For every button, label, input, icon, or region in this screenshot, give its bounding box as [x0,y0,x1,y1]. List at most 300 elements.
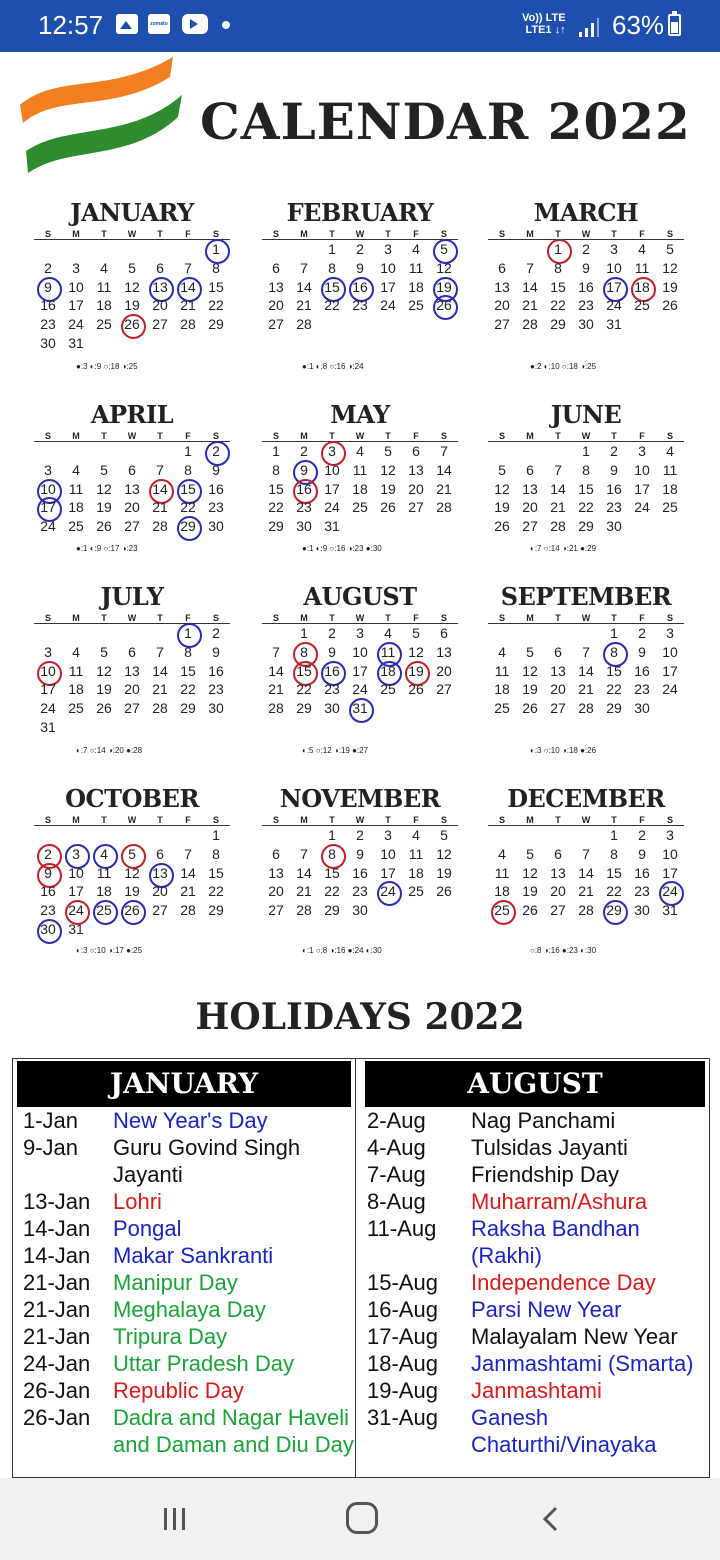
weekday-label: F [185,815,191,825]
empty-cell [516,240,544,259]
battery-percentage: 63% [612,10,665,40]
day-cell: 12 [96,480,112,497]
day-cell: 15 [606,662,622,679]
holiday-column-header: JANUARY [17,1061,351,1107]
day-cell: 15 [550,278,566,295]
day-cell: 12 [124,864,140,881]
day-cell: 17 [634,480,650,497]
holiday-name: Dadra and Nagar Haveli and Daman and Diu Day [113,1405,354,1457]
month-name: FEBRUARY [286,198,434,227]
day-cell: 20 [550,883,566,900]
day-cell: 21 [522,297,538,314]
day-cell: 18 [662,480,678,497]
recent-apps-icon[interactable] [160,1504,190,1534]
holiday-date: 1-Jan [23,1108,79,1133]
holiday-day: 3 [62,845,90,864]
holiday-name: Parsi New Year [471,1297,622,1322]
day-cell: 22 [606,883,622,900]
day-cell: 19 [494,499,510,516]
day-cell: 15 [180,662,196,679]
day-cell: 23 [296,499,312,516]
empty-cell [262,826,290,845]
empty-cell [290,240,318,259]
day-cell: 7 [300,259,308,276]
day-cell: 30 [208,518,224,535]
day-cell: 20 [124,499,140,516]
moon-phases: ◐:3 ○:10 ◑:17 ●:25 [76,946,143,955]
day-cell: 21 [152,499,168,516]
holiday-day: 1 [544,240,572,259]
empty-cell [488,826,516,845]
weekday-label: F [639,815,645,825]
day-cell: 3 [666,827,674,843]
day-cell: 28 [578,902,594,919]
holiday-row [361,1296,709,1323]
day-cell: 19 [522,681,538,698]
day-cell: 25 [408,297,424,314]
weekday-label: S [440,613,447,623]
weekday-header [488,814,684,826]
day-cell: 13 [550,864,566,881]
empty-cell [290,826,318,845]
day-cell: 26 [522,902,538,919]
day-cell: 25 [352,499,368,516]
day-cell: 6 [128,461,136,478]
day-cell: 7 [300,845,308,862]
moon-phases: ●:1 ◐:8 ○:16 ◑:24 [302,362,364,371]
day-cell: 4 [356,443,364,459]
weekday-label: T [101,229,107,239]
day-cell: 18 [68,499,84,516]
day-cell: 11 [662,461,678,478]
day-cell: 5 [498,461,506,478]
holiday-date: 19-Aug [367,1378,438,1403]
day-cell: 9 [582,259,590,276]
day-cell: 11 [494,662,510,679]
weekday-label: W [355,815,365,825]
day-cell: 8 [328,259,336,276]
day-cell: 20 [268,883,284,900]
weekday-label: F [413,613,419,623]
day-cell: 2 [638,625,646,641]
weekday-label: F [185,431,191,441]
weekday-label: T [385,815,391,825]
day-cell: 24 [40,700,56,717]
empty-cell [544,624,572,643]
day-cell: 24 [380,297,396,314]
weekday-label: T [611,431,617,441]
day-cell: 27 [436,681,452,698]
day-cell: 23 [40,902,56,919]
day-grid [488,240,684,334]
weekday-label: T [385,431,391,441]
day-cell: 10 [634,461,650,478]
holiday-date: 17-Aug [367,1324,438,1349]
holiday-day: 9 [290,461,318,480]
day-cell: 24 [634,499,650,516]
day-cell: 4 [72,461,80,478]
holiday-row [361,1350,709,1377]
day-cell: 12 [380,461,396,478]
month-june [488,400,684,536]
day-cell: 10 [380,845,396,862]
day-cell: 24 [606,297,622,314]
holiday-date: 14-Jan [23,1216,91,1241]
weekday-label: W [127,815,137,825]
month-february [262,198,458,334]
day-cell: 26 [522,700,538,717]
holiday-day: 14 [146,480,174,499]
weekday-label: S [666,229,673,239]
day-cell: 23 [578,297,594,314]
day-cell: 16 [606,480,622,497]
holiday-day: 1 [202,240,230,259]
weekday-label: F [639,229,645,239]
day-cell: 30 [578,316,594,333]
day-cell: 24 [40,518,56,535]
empty-cell [146,240,174,259]
day-cell: 1 [300,625,308,641]
month-name: NOVEMBER [279,784,441,813]
day-cell: 14 [180,864,196,881]
day-grid [34,240,230,353]
day-cell: 29 [296,700,312,717]
holiday-row [361,1404,709,1458]
weekday-label: S [440,431,447,441]
signal-icon [578,16,600,38]
holiday-date: 21-Jan [23,1297,91,1322]
weekday-label: W [127,229,137,239]
day-cell: 12 [522,662,538,679]
day-cell: 17 [380,864,396,881]
day-cell: 30 [324,700,340,717]
day-cell: 25 [96,316,112,333]
day-cell: 13 [124,480,140,497]
moon-phases: ◐:5 ○:12 ◑:19 ●:27 [302,746,369,755]
day-cell: 16 [634,662,650,679]
day-cell: 2 [582,241,590,257]
weekday-label: M [72,229,80,239]
day-cell: 13 [436,643,452,660]
weekday-label: W [127,613,137,623]
holiday-date: 8-Aug [367,1189,426,1214]
holiday-day: 19 [430,278,458,297]
weekday-label: S [666,613,673,623]
day-cell: 6 [156,845,164,862]
day-cell: 12 [494,480,510,497]
day-cell: 17 [40,681,56,698]
day-grid [262,240,458,334]
weekday-label: T [101,815,107,825]
holiday-name: Uttar Pradesh Day [113,1351,294,1376]
holiday-name: New Year's Day [113,1108,268,1133]
day-cell: 4 [498,643,506,660]
day-cell: 27 [268,316,284,333]
weekday-label: S [272,431,279,441]
holiday-day: 5 [430,240,458,259]
day-cell: 11 [352,461,368,478]
month-name: MAY [330,400,390,429]
holiday-column-header: AUGUST [365,1061,705,1107]
day-cell: 16 [208,480,224,497]
day-cell: 22 [180,499,196,516]
day-cell: 5 [666,241,674,257]
weekday-label: S [212,431,219,441]
holiday-row [13,1242,355,1269]
weekday-label: F [185,613,191,623]
weekday-label: S [440,815,447,825]
day-cell: 6 [498,259,506,276]
day-cell: 3 [44,643,52,660]
holiday-day: 17 [600,278,628,297]
day-cell: 29 [324,902,340,919]
day-cell: 7 [554,461,562,478]
day-cell: 12 [96,662,112,679]
day-cell: 8 [554,259,562,276]
weekday-label: S [212,613,219,623]
holiday-date: 18-Aug [367,1351,438,1376]
day-cell: 27 [124,700,140,717]
day-cell: 27 [408,499,424,516]
moon-phases: ●:3 ◐:9 ○:18 ◑:25 [76,362,138,371]
day-cell: 14 [578,864,594,881]
day-cell: 17 [68,883,84,900]
page-title: CALENDAR 2022 [200,92,691,151]
day-cell: 22 [550,297,566,314]
empty-cell [118,624,146,643]
holiday-day: 24 [374,882,402,901]
day-cell: 20 [408,480,424,497]
day-cell: 3 [72,259,80,276]
holiday-name: Lohri [113,1189,162,1214]
home-icon[interactable] [346,1502,378,1534]
day-cell: 31 [40,718,56,735]
holiday-column-august [361,1059,709,1478]
day-cell: 20 [494,297,510,314]
weekday-label: S [44,815,51,825]
holiday-date: 13-Jan [23,1189,91,1214]
holiday-date: 7-Aug [367,1162,426,1187]
moon-phases: ◐:7 ○:14 ◑:21 ●:29 [530,544,597,553]
day-cell: 12 [522,864,538,881]
holiday-name: Raksha Bandhan (Rakhi) [471,1216,640,1268]
weekday-label: W [581,815,591,825]
day-cell: 5 [100,643,108,660]
day-grid [488,624,684,718]
day-cell: 24 [352,681,368,698]
day-cell: 2 [610,443,618,459]
day-cell: 2 [328,625,336,641]
month-october [34,784,230,939]
day-cell: 30 [296,518,312,535]
day-cell: 1 [328,827,336,843]
empty-cell [62,442,90,461]
day-cell: 26 [96,518,112,535]
holiday-table [12,1058,710,1478]
battery-icon [668,14,681,36]
month-name: JANUARY [70,198,194,227]
holiday-day: 30 [34,920,62,939]
day-cell: 6 [128,643,136,660]
weekday-header [262,612,458,624]
empty-cell [488,442,516,461]
weekday-header [262,814,458,826]
day-cell: 16 [40,297,56,314]
month-name: JULY [100,582,164,611]
holiday-date: 15-Aug [367,1270,438,1295]
empty-cell [174,240,202,259]
day-cell: 19 [124,883,140,900]
back-icon[interactable] [538,1504,564,1534]
weekday-label: F [185,229,191,239]
weekday-label: T [611,613,617,623]
day-cell: 5 [128,259,136,276]
month-august [262,582,458,718]
empty-cell [488,240,516,259]
day-cell: 21 [296,297,312,314]
holiday-row [361,1188,709,1215]
empty-cell [544,826,572,845]
month-december [488,784,684,920]
holiday-day: 3 [318,442,346,461]
holiday-day: 16 [346,278,374,297]
day-cell: 28 [152,518,168,535]
holiday-day: 8 [318,845,346,864]
holiday-name: Tulsidas Jayanti [471,1135,628,1160]
day-cell: 20 [436,662,452,679]
holiday-day: 24 [656,882,684,901]
day-cell: 31 [68,920,84,937]
day-grid [34,826,230,939]
day-cell: 20 [550,681,566,698]
day-cell: 29 [180,700,196,717]
empty-cell [90,826,118,845]
day-cell: 13 [494,278,510,295]
day-cell: 27 [550,902,566,919]
empty-cell [90,240,118,259]
day-cell: 16 [352,864,368,881]
day-cell: 14 [550,480,566,497]
holiday-day: 16 [318,662,346,681]
day-cell: 21 [180,297,196,314]
day-cell: 11 [408,845,424,862]
holiday-day: 15 [174,480,202,499]
day-cell: 9 [638,845,646,862]
day-cell: 7 [156,643,164,660]
weekday-label: S [666,815,673,825]
day-cell: 24 [662,681,678,698]
day-cell: 20 [152,883,168,900]
day-cell: 18 [408,278,424,295]
holiday-day: 18 [374,662,402,681]
day-cell: 27 [550,700,566,717]
day-cell: 18 [494,681,510,698]
holiday-name: Pongal [113,1216,182,1241]
day-cell: 10 [380,259,396,276]
month-april [34,400,230,536]
day-cell: 18 [96,297,112,314]
month-september [488,582,684,718]
weekday-label: M [72,815,80,825]
day-cell: 26 [380,499,396,516]
day-cell: 19 [436,864,452,881]
day-cell: 7 [526,259,534,276]
day-cell: 31 [324,518,340,535]
day-cell: 14 [268,662,284,679]
empty-cell [118,826,146,845]
weekday-label: S [44,229,51,239]
day-cell: 30 [40,334,56,351]
day-cell: 29 [208,316,224,333]
day-cell: 7 [582,643,590,660]
month-july [34,582,230,737]
holiday-day: 26 [118,315,146,334]
weekday-label: T [329,815,335,825]
day-cell: 21 [578,883,594,900]
weekday-label: S [498,613,505,623]
day-cell: 24 [324,499,340,516]
day-cell: 2 [638,827,646,843]
day-cell: 14 [522,278,538,295]
day-grid [262,442,458,536]
holiday-name: Janmashtami (Smarta) [471,1351,694,1376]
weekday-label: M [300,431,308,441]
weekday-label: S [44,613,51,623]
weekday-label: M [526,229,534,239]
day-cell: 22 [606,681,622,698]
weekday-label: T [555,815,561,825]
holiday-day: 2 [34,845,62,864]
holiday-row [13,1404,355,1458]
day-cell: 26 [96,700,112,717]
day-cell: 23 [208,499,224,516]
holiday-row [13,1188,355,1215]
holiday-date: 9-Jan [23,1135,79,1160]
status-bar [0,0,720,52]
day-cell: 28 [436,499,452,516]
day-cell: 11 [96,278,112,295]
day-cell: 12 [408,643,424,660]
month-march [488,198,684,334]
weekday-label: S [212,229,219,239]
day-grid [34,442,230,536]
holiday-name: Independence Day [471,1270,656,1295]
day-cell: 20 [268,297,284,314]
holiday-day: 4 [90,845,118,864]
day-cell: 28 [578,700,594,717]
day-cell: 15 [208,278,224,295]
day-cell: 27 [268,902,284,919]
weekday-label: M [300,815,308,825]
day-cell: 23 [352,883,368,900]
day-cell: 16 [208,662,224,679]
day-cell: 25 [494,700,510,717]
day-cell: 1 [610,827,618,843]
day-cell: 10 [68,864,84,881]
moon-phases: ●:2 ◐:10 ○:18 ◑:25 [530,362,597,371]
day-cell: 26 [662,297,678,314]
moon-phases: ●:1 ◐:9 ○:17 ◑:23 [76,544,138,553]
weekday-label: S [212,815,219,825]
weekday-label: W [581,431,591,441]
empty-cell [34,240,62,259]
month-november [262,784,458,920]
holiday-day: 17 [34,498,62,517]
holidays-title: HOLIDAYS 2022 [195,996,525,1038]
empty-cell [34,826,62,845]
moon-phases: ○:8 ◑:16 ●:23 ◐:30 [530,946,597,955]
empty-cell [516,826,544,845]
